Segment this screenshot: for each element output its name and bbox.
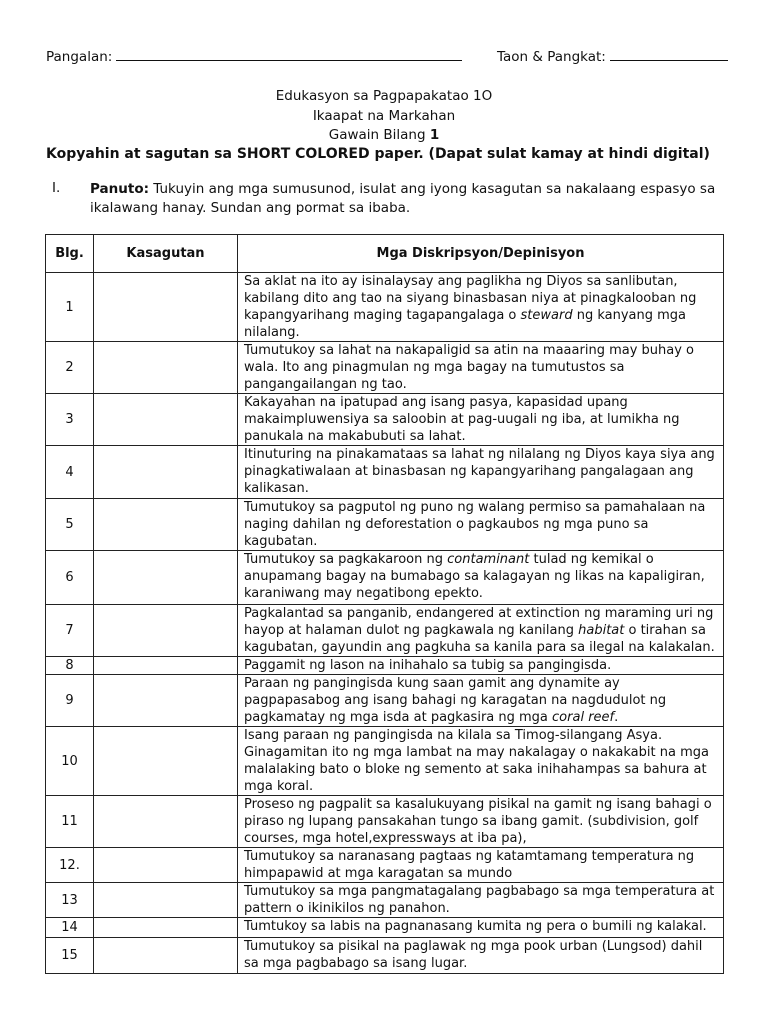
row-number: 13	[46, 883, 94, 918]
description-text: Tumtukoy sa labis na pagnanasang kumita ng pera o bumili ng kalakal.	[244, 919, 707, 934]
description-cell	[238, 675, 724, 727]
table-row	[46, 394, 724, 446]
row-number: 1	[46, 273, 94, 342]
description-cell	[238, 551, 724, 605]
row-number: 14	[46, 918, 94, 938]
subject-title: Edukasyon sa Pagpapakatao 1O	[275, 88, 493, 104]
row-number: 3	[46, 394, 94, 446]
description-italic-term: steward	[520, 308, 573, 323]
answer-cell[interactable]	[94, 446, 238, 499]
description-cell	[238, 938, 724, 974]
description-text: Paggamit ng lason na inihahalo sa tubig sa pangingisda.	[244, 658, 612, 673]
answer-cell[interactable]	[94, 727, 238, 796]
activity-number: 1	[429, 127, 440, 143]
answer-cell[interactable]	[94, 883, 238, 918]
header-number: Blg.	[46, 235, 94, 273]
answer-cell[interactable]	[94, 394, 238, 446]
description-text: Tumutukoy sa pagputol ng puno ng walang permiso sa pamahalaan na naging dahilan ng deforestation o pagkaubos ng mga puno sa kagubatan.	[244, 500, 706, 549]
description-text-continued: .	[614, 710, 619, 725]
row-number: 9	[46, 675, 94, 727]
header-description: Mga Diskripsyon/Depinisyon	[238, 235, 724, 273]
answer-cell[interactable]	[94, 938, 238, 974]
table-row	[46, 848, 724, 883]
row-number: 7	[46, 605, 94, 657]
section-numeral: I.	[52, 180, 61, 196]
year-section-field	[497, 47, 728, 65]
description-cell	[238, 848, 724, 883]
header-answer: Kasagutan	[94, 235, 238, 273]
table-row	[46, 273, 724, 342]
table-row	[46, 551, 724, 605]
description-text-continued: ng kanyang mga nilalang.	[244, 308, 687, 340]
description-text: Paraan ng pangingisda kung saan gamit ang dynamite ay pagpapasabog ang isang bahagi ng karagatan na nagdudulot ng pagkamatay ng mga isda at pagkasira ng mga	[244, 676, 667, 725]
section-instruction	[90, 180, 730, 218]
main-instruction: Kopyahin at sagutan sa SHORT COLORED paper. (Dapat sulat kamay at hindi digital)	[46, 146, 710, 162]
table-row	[46, 796, 724, 848]
table-row	[46, 342, 724, 394]
row-number: 10	[46, 727, 94, 796]
description-text: Tumutukoy sa naranasang pagtaas ng katamtamang temperatura ng himpapawid at mga karagatan sa mundo	[244, 849, 695, 881]
description-text: Tumutukoy sa pisikal na paglawak ng mga pook urban (Lungsod) dahil sa mga pagbabago sa isang lugar.	[244, 939, 703, 971]
table-header-row	[46, 235, 724, 273]
name-label: Pangalan:	[46, 49, 113, 65]
description-text: Itinuturing na pinakamataas sa lahat ng nilalang ng Diyos kaya siya ang pinagkatiwalaan at binasbasan ng kapangyarihang pangalagaan ang kalikasan.	[244, 447, 715, 496]
description-italic-term: habitat	[578, 623, 625, 638]
answer-cell[interactable]	[94, 499, 238, 551]
year-section-blank-line	[610, 47, 728, 61]
answer-cell[interactable]	[94, 605, 238, 657]
year-section-label: Taon & Pangkat:	[497, 49, 606, 65]
description-cell	[238, 883, 724, 918]
row-number: 15	[46, 938, 94, 974]
answer-cell[interactable]	[94, 551, 238, 605]
table-row	[46, 727, 724, 796]
description-cell	[238, 657, 724, 675]
description-text: Sa aklat na ito ay isinalaysay ang paglikha ng Diyos sa sanlibutan, kabilang dito ang tao na siyang binasbasan niya at pinagkalooban ng kapangyarihang maging tagapangalaga o	[244, 274, 697, 323]
answer-cell[interactable]	[94, 342, 238, 394]
description-text: Tumutukoy sa pagkakaroon ng	[244, 552, 448, 567]
row-number: 11	[46, 796, 94, 848]
table-row	[46, 938, 724, 974]
table-row	[46, 918, 724, 938]
row-number: 4	[46, 446, 94, 499]
answer-cell[interactable]	[94, 273, 238, 342]
section-label: Panuto:	[90, 181, 149, 197]
table-row	[46, 446, 724, 499]
description-cell	[238, 605, 724, 657]
name-blank-line	[116, 47, 462, 61]
description-cell	[238, 342, 724, 394]
activity-title	[0, 127, 768, 143]
description-text-continued: tulad ng kemikal o anupamang bagay na bumabago sa kalagayan ng likas na kapaligiran, karaniwang may negatibong epekto.	[244, 552, 705, 601]
description-cell	[238, 796, 724, 848]
answer-cell[interactable]	[94, 657, 238, 675]
description-text-continued: o tirahan sa kagubatan, gayundin ang pagkuha sa kanila para sa ilegal na kalakalan.	[244, 623, 715, 655]
answer-cell[interactable]	[94, 796, 238, 848]
table-row	[46, 499, 724, 551]
description-italic-term: contaminant	[447, 552, 530, 567]
row-number: 6	[46, 551, 94, 605]
row-number: 8	[46, 657, 94, 675]
description-cell	[238, 446, 724, 499]
row-number: 5	[46, 499, 94, 551]
section-text: Tukuyin ang mga sumusunod, isulat ang iyong kasagutan sa nakalaang espasyo sa ikalawang hanay. Sundan ang pormat sa ibaba.	[90, 181, 716, 216]
table-row	[46, 657, 724, 675]
row-number: 2	[46, 342, 94, 394]
description-text: Pagkalantad sa panganib, endangered at extinction ng maraming uri ng hayop at halaman dulot ng pagkawala ng kanilang	[244, 606, 714, 638]
name-field	[46, 47, 462, 65]
description-text: Kakayahan na ipatupad ang isang pasya, kapasidad upang makaimpluwensiya sa saloobin at pag-uugali ng iba, at lumikha ng panukala na makabubuti sa lahat.	[244, 395, 680, 444]
answer-cell[interactable]	[94, 848, 238, 883]
description-text: Tumutukoy sa mga pangmatagalang pagbabago sa mga temperatura at pattern o ikinikilos ng panahon.	[244, 884, 715, 916]
table-row	[46, 605, 724, 657]
answer-cell[interactable]	[94, 675, 238, 727]
quarter-title: Ikaapat na Markahan	[312, 108, 456, 124]
answer-cell[interactable]	[94, 918, 238, 938]
description-cell	[238, 727, 724, 796]
row-number: 12.	[46, 848, 94, 883]
description-cell	[238, 499, 724, 551]
description-text: Proseso ng pagpalit sa kasalukuyang pisikal na gamit ng isang bahagi o piraso ng lupang pansakahan tungo sa ibang gamit. (subdivision, golf courses, mga hotel,expressways at iba pa),	[244, 797, 712, 846]
table-row	[46, 883, 724, 918]
description-italic-term: coral reef	[552, 710, 615, 725]
activity-prefix: Gawain Bilang	[328, 127, 430, 143]
description-text: Tumutukoy sa lahat na nakapaligid sa atin na maaaring may buhay o wala. Ito ang pinagmulan ng mga bagay na tumutustos sa pangangailangan ng tao.	[244, 343, 695, 392]
description-cell	[238, 273, 724, 342]
description-cell	[238, 394, 724, 446]
description-cell	[238, 918, 724, 938]
answer-table	[45, 234, 724, 974]
table-row	[46, 675, 724, 727]
description-text: Isang paraan ng pangingisda na kilala sa Timog-silangang Asya. Ginagamitan ito ng mga lambat na may nakalagay o nakakabit na mga malalaking bato o bloke ng semento at saka inihahampas sa bahura at mga koral.	[244, 728, 709, 794]
